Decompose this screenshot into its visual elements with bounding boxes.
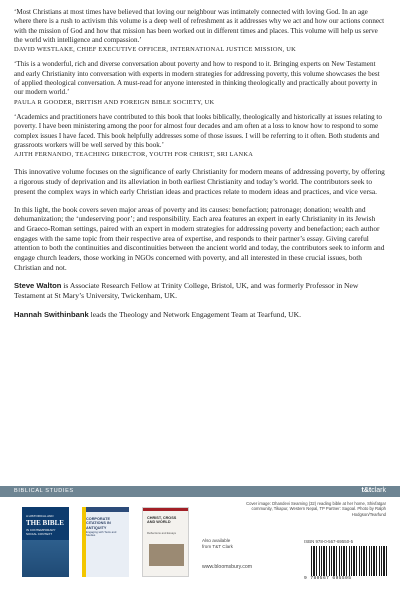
book-title: CORPORATE CITATIONS IN ANTIQUITY (86, 517, 111, 530)
endorsement-quote (14, 8, 386, 54)
cover-image (22, 540, 69, 577)
editor-bio-text: leads the Theology and Network Engagement Team at Tearfund, UK. (88, 310, 302, 320)
quote-text: ‘Most Christians at most times have believed that loving our neighbour was intimately connected with loving God. In an age where there is a rush to activism this volume is a deep well of refreshment as it addresses why we act and how our actions connect with the mission of God and how that mission has been worked out in different times and places. This volume will help us serve the world with intelligence and compassion.’ (14, 8, 385, 44)
book-top-line: A HISTORICAL AND (26, 514, 54, 518)
quote-attribution: PAULA R GOODER, BRITISH AND FOREIGN BIBLE SOCIETY, UK (14, 98, 215, 106)
cover-footer (0, 486, 400, 600)
book-title: THE BIBLE (26, 519, 64, 527)
editor-bio (14, 281, 386, 301)
quote-attribution: DAVID WESTLAKE, CHIEF EXECUTIVE OFFICER, INTERNATIONAL JUSTICE MISSION, UK (14, 46, 296, 54)
book-title: CHRIST, CROSS AND WORLD (147, 516, 177, 525)
description-paragraph: In this light, the book covers seven major areas of poverty and its causes: benefaction; patronage; donation; wealth and dehumanization; the ‘undeserving poor’; and responsibility. Each area features an expert in early Christianity in its Jewish and Graeco-Roman settings, paired with an expert in modern strategies for addressing poverty and benefaction; each author engages with the same topic from their respective area of expertise, and responds to their partner’s essay. Giving careful attention to both the continuities and discontinuities between the ancient world and today, the contributors seek to inform and engage church leaders, those working in NGOs concerned with poverty, and all interested in these crucial issues, both Christian and not. (14, 204, 385, 272)
isbn-barcode (304, 539, 388, 584)
related-book-cover[interactable] (142, 507, 189, 577)
barcode-bars (311, 546, 388, 576)
related-book-cover[interactable] (22, 507, 69, 577)
quote-text: ‘This is a wonderful, rich and diverse conversation about poverty and how to respond to it. Bringing experts on New Testament and early Christianity into conversation with experts in modern strategies for addressing poverty, this volume showcases the best of applied theological conversation. A must-read for anyone interested in thinking theologically and practically about poverty in our modern world.’ (14, 60, 380, 97)
quote-attribution: AJITH FERNANDO, TEACHING DIRECTOR, YOUTH FOR CHRIST, SRI LANKA (14, 151, 254, 159)
book-subtitle: IN CONTEMPORARY SOCIAL CONTEXT (26, 528, 56, 536)
also-available-line: Also available (202, 538, 231, 543)
publisher-logo (362, 487, 387, 494)
book-subtitle: Engaging with Texts and Studies (86, 530, 117, 538)
publisher-logo-bold: t&t (361, 487, 372, 494)
category-label: BIBLICAL STUDIES (14, 488, 74, 494)
book-subtitle: Reflections and Essays (147, 531, 177, 535)
cover-image-credit: Cover image: Dhandevi Seaming (32) reading bible at her home, Shivfatgar community, Tikapur, Western Nepal, TP Partner: Sagoal. Photo by Ralph Hodgson/Tearfund (246, 501, 386, 517)
also-available-line: from T&T Clark (202, 544, 233, 549)
related-book-cover[interactable] (82, 507, 129, 577)
barcode-digits: 9 780567 695505 (304, 576, 352, 581)
also-available-note (202, 538, 233, 550)
quote-text: ‘Academics and practitioners have contributed to this book that looks biblically, theologically and historically at issues relating to poverty. I have been ministering among the poor for almost four decades and am often at a loss to know how to respond to some complex issues I have faced. This book helpfully addresses some of those issues. I will be referring to it often. Both students and grassroots workers will be well served by this book.’ (14, 112, 382, 149)
publisher-logo-light: clark (371, 487, 386, 494)
endorsement-quote (14, 113, 386, 159)
back-cover-text (14, 8, 386, 320)
publisher-website: www.bloomsbury.com (202, 564, 253, 570)
editor-bio (14, 310, 386, 320)
cover-header-band (82, 507, 129, 512)
editor-bio-text: is Associate Research Fellow at Trinity College, Bristol, UK, and was formerly Professor in New Testament at St Mary’s University, Twickenham, UK. (14, 281, 359, 301)
editor-name: Hannah Swithinbank (14, 310, 89, 320)
endorsement-quote (14, 60, 386, 106)
isbn-label: ISBN 978-0-567-69550-5 (304, 539, 354, 544)
category-bar (0, 486, 400, 497)
editor-name: Steve Walton (14, 281, 62, 291)
cover-image (149, 544, 184, 566)
cover-header-band (143, 508, 189, 511)
description-paragraph: This innovative volume focuses on the significance of early Christianity for modern means of addressing poverty, by offering a rigorous study of deprivation and its alleviation in both earliest Christianity and today’s world. The contributors seek to present the complex ways in which early Christian ideas and practices relate to modern ideas and practices, and vice versa. (14, 167, 385, 196)
